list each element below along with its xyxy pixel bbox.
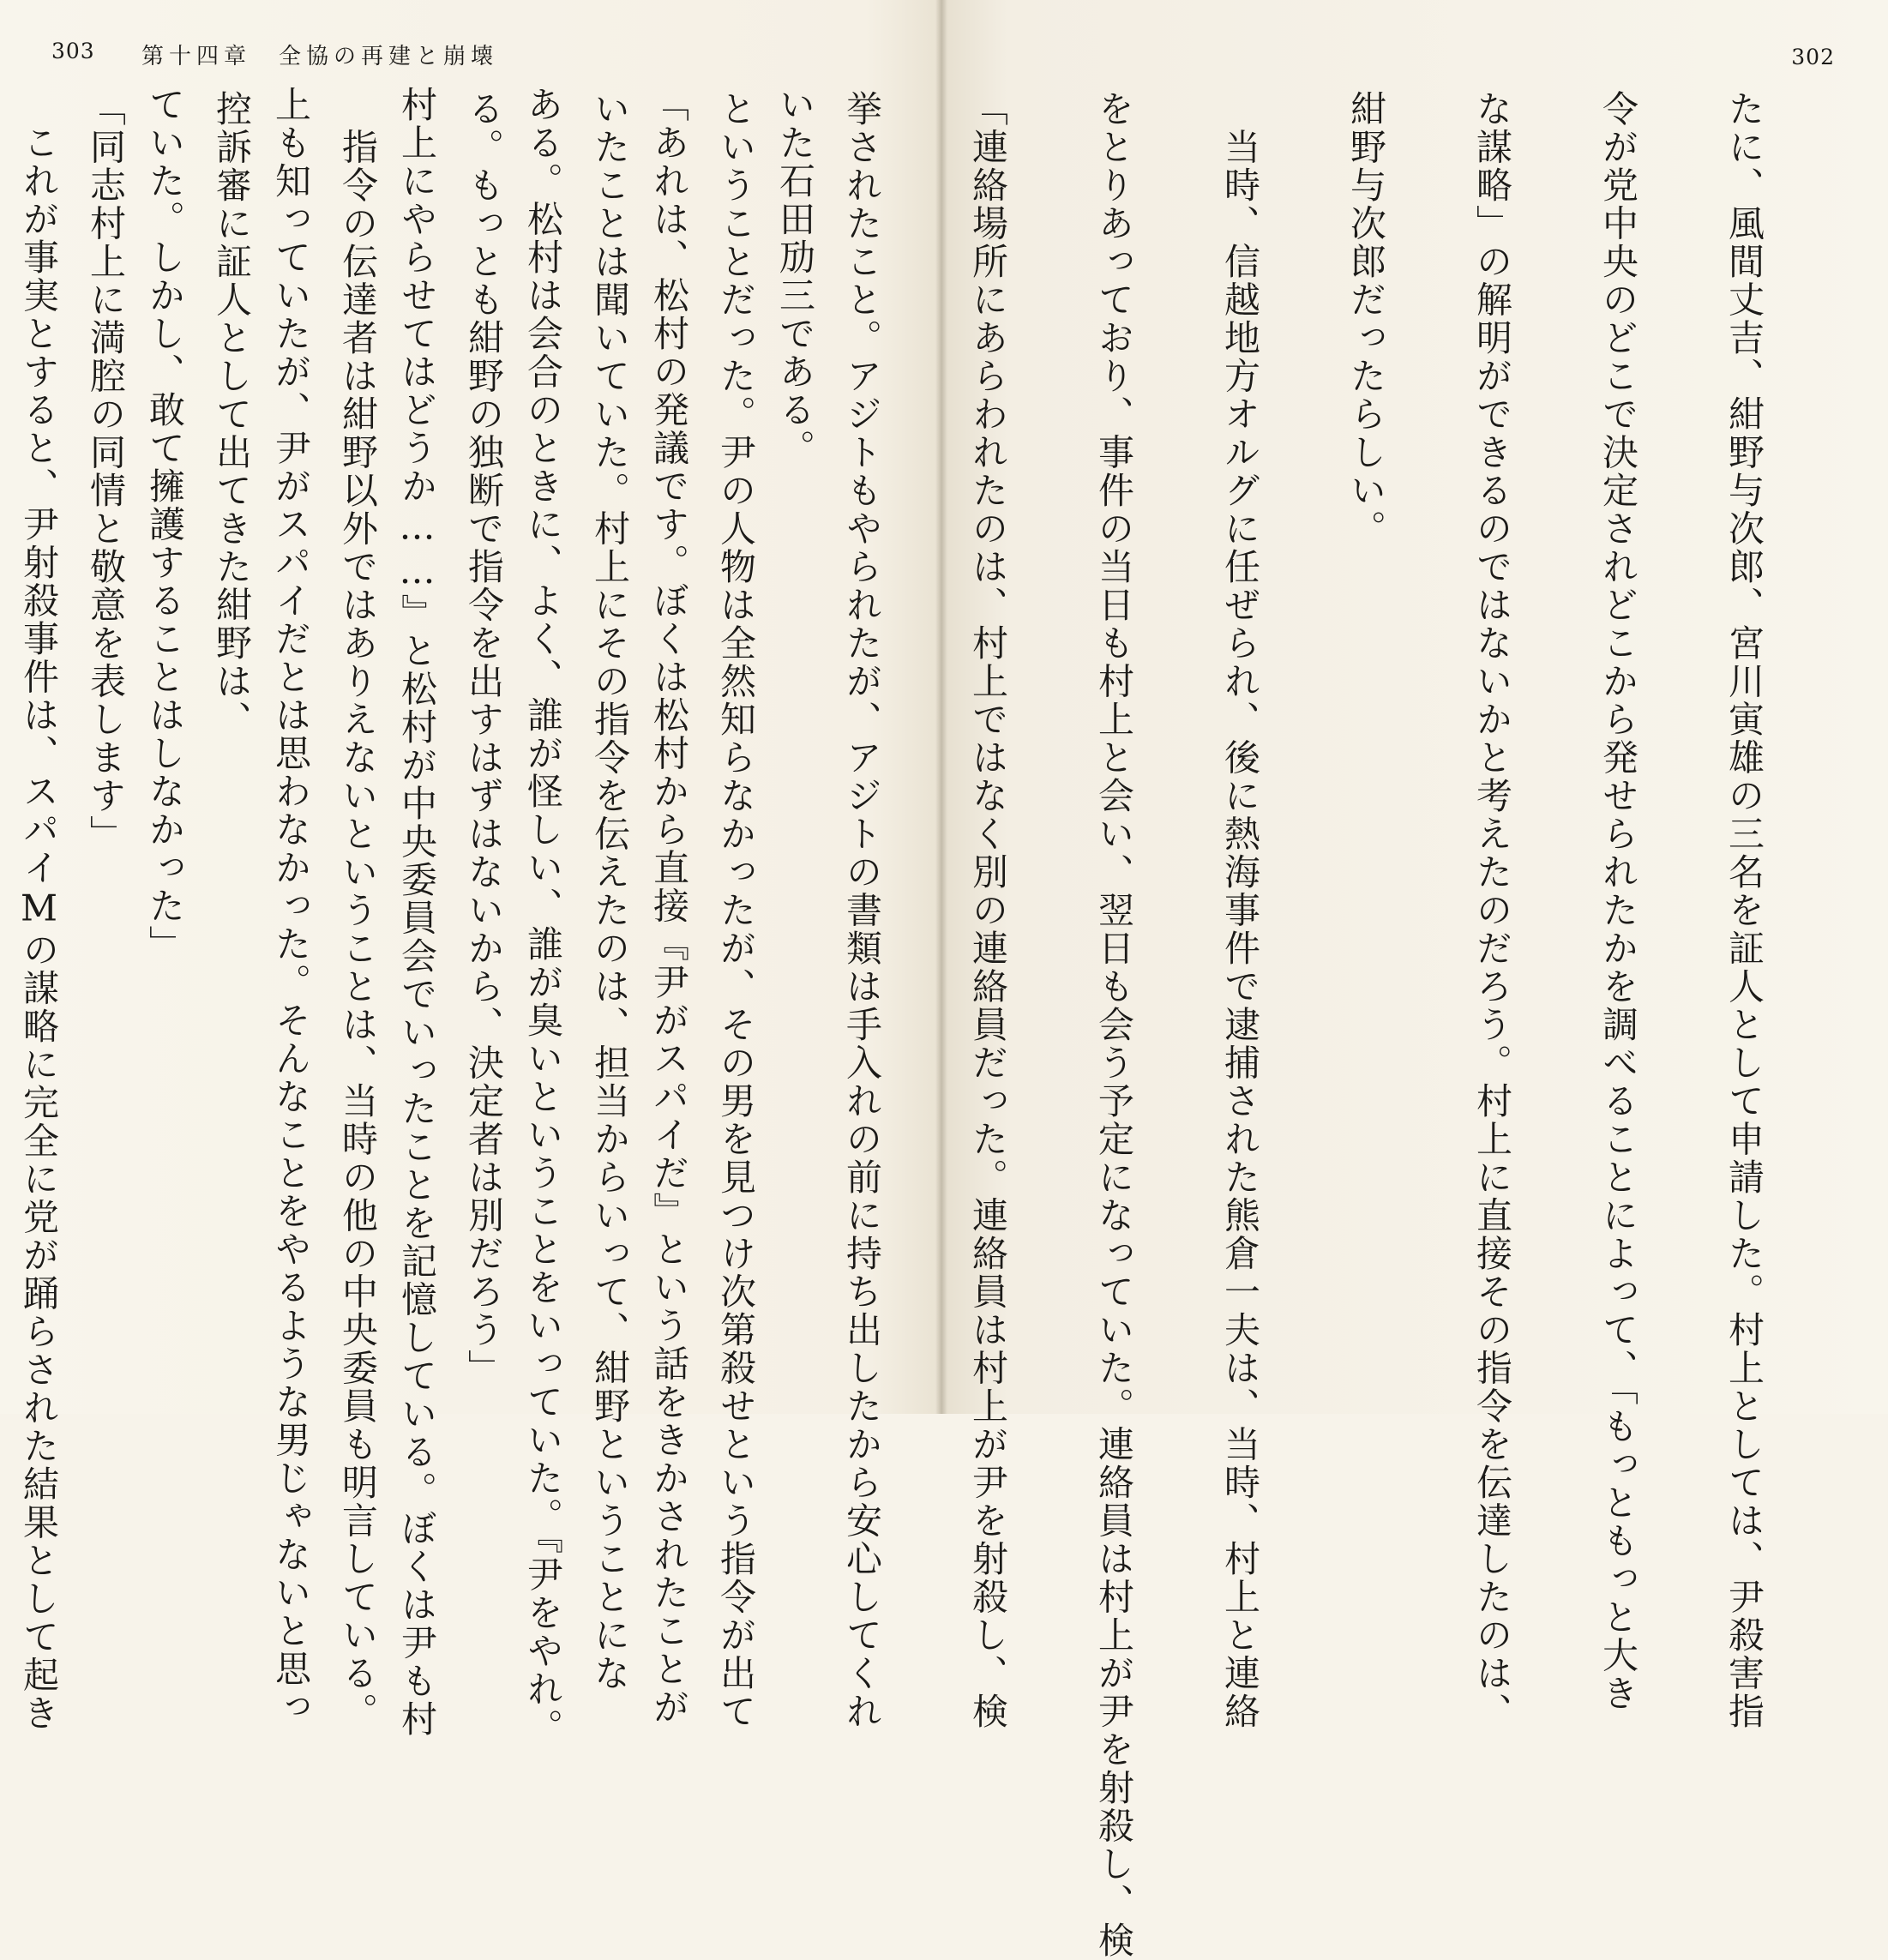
text-column: 上も知っていたが、尹がスパイだとは思わなかった。そんなことをやるような男じゃないと思っ <box>270 86 312 1727</box>
text-column: をとりあっており、事件の当日も村上と会い、翌日も会う予定になっていた。連絡員は村上が尹を射殺し、検 <box>1093 90 1135 1960</box>
running-head: 第十四章 全協の再建と崩壊 <box>141 44 499 69</box>
text-column: いた石田劢三である。 <box>774 86 816 467</box>
text-column: 「同志村上に満腔の同情と敬意を表します」 <box>85 90 127 853</box>
text-column: ていた。しかし、敢て擁護することはしなかった」 <box>144 86 186 964</box>
page-number: 302 <box>1791 45 1835 69</box>
text-column: ということだった。尹の人物は全然知らなかったが、その男を見つけ次第殺せという指令が出て <box>715 90 757 1731</box>
text-column: たに、風間丈吉、紺野与次郎、宮川寅雄の三名を証人として申請した。村上としては、尹殺害指 <box>1723 90 1765 1731</box>
text-column: 挙されたこと。アジトもやられたが、アジトの書類は手入れの前に持ち出したから安心してくれ <box>841 90 883 1731</box>
text-column: 村上にやらせてはどうか……』と松村が中央委員会でいったことを記憶している。ぼくは尹も村 <box>396 86 438 1739</box>
text-column: 控訴審に証人として出てきた紺野は、 <box>211 90 253 739</box>
text-column: いたことは聞いていた。村上にその指令を伝えたのは、担当からいって、紺野ということにな <box>589 90 631 1692</box>
text-column: これが事実とすると、尹射殺事件は、スパイMの謀略に完全に党が踊らされた結果として起き <box>18 86 60 1733</box>
page-number: 303 <box>51 39 95 63</box>
text-column <box>0 90 1 1376</box>
text-column: ある。松村は会合のときに、よく、誰が怪しい、誰が臭いということをいっていた。『尹をやれ。 <box>522 86 564 1747</box>
text-column: 「連絡場所にあらわれたのは、村上ではなく別の連絡員だった。連絡員は村上が尹を射殺し、検 <box>967 90 1009 1731</box>
text-column: 指令の伝達者は紺野以外ではありえないということは、当時の他の中央委員も明言している。 <box>337 90 379 1731</box>
text-column: 紺野与次郎だったらしい。 <box>1345 90 1387 548</box>
text-column: る。もっとも紺野の独断で指令を出すはずはないから、決定者は別だろう」 <box>463 90 505 1387</box>
text-column: 当時、信越地方オルグに任ぜられ、後に熱海事件で逮捕された熊倉一夫は、当時、村上と連絡 <box>1219 90 1261 1731</box>
text-column: な謀略」の解明ができるのではないかと考えたのだろう。村上に直接その指令を伝達したのは、 <box>1471 90 1513 1731</box>
text-column: 令が党中央のどこで決定されどこから発せられたかを調べることによって、「もっともっと大き <box>1597 90 1639 1713</box>
text-column: 「あれは、松村の発議です。ぼくは松村から直接『尹がスパイだ』という話をきかされたことが <box>648 86 690 1727</box>
book-gutter <box>935 0 947 1414</box>
